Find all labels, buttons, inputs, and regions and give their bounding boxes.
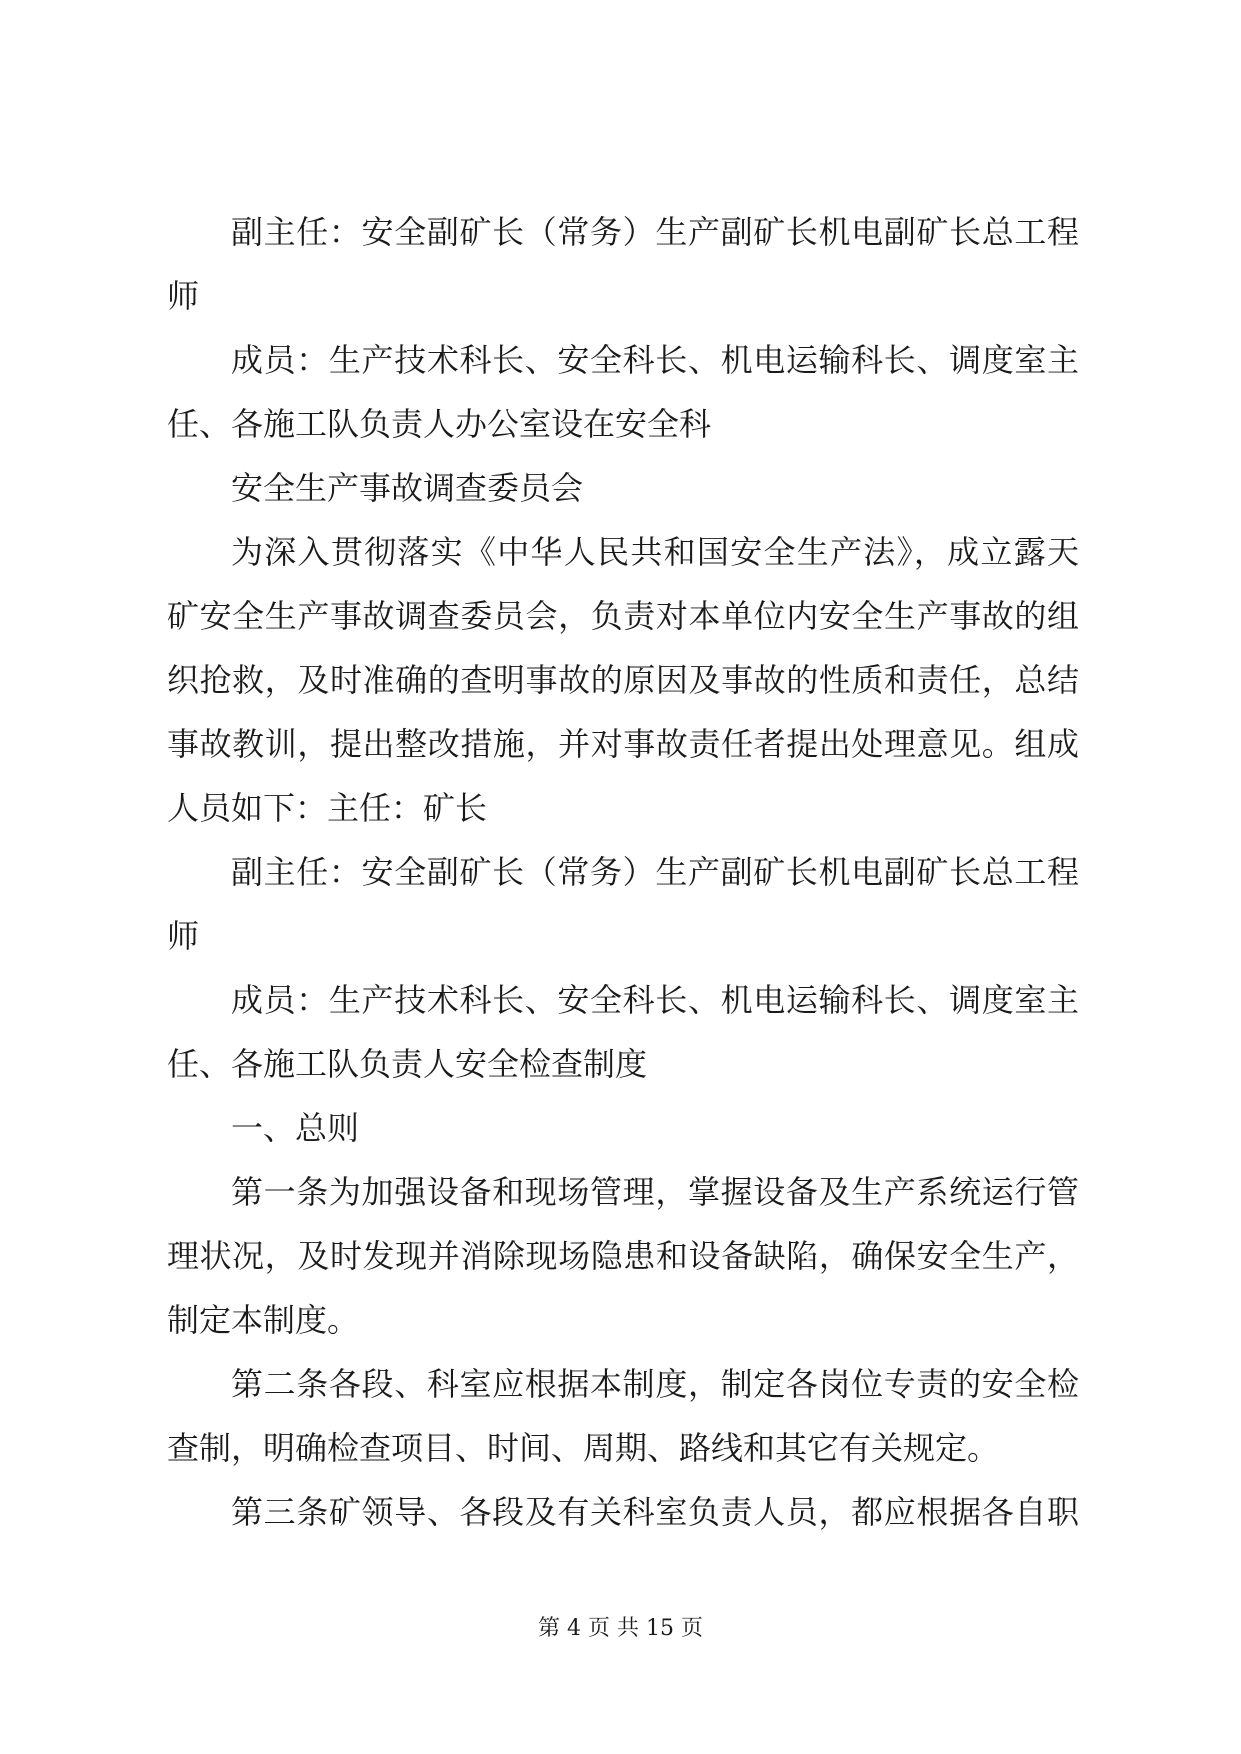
text-line: 第二条各段、科室应根据本制度，制定各岗位专责的安全检 — [231, 1365, 1079, 1403]
text-line: 织抢救，及时准确的查明事故的原因及事故的性质和责任，总结 — [167, 661, 1079, 699]
text-line: 师 — [167, 277, 200, 315]
text-line: 师 — [167, 917, 200, 955]
page-number: 第 4 页 共 15 页 — [538, 1616, 703, 1641]
text-line: 查制，明确检查项目、时间、周期、路线和其它有关规定。 — [167, 1429, 1000, 1467]
text-line: 任、各施工队负责人安全检查制度 — [167, 1045, 648, 1083]
document-body — [167, 200, 1079, 1544]
text-line: 成员：生产技术科长、安全科长、机电运输科长、调度室主 — [231, 981, 1079, 1019]
text-line: 事故教训，提出整改措施，并对事故责任者提出处理意见。组成 — [167, 725, 1079, 763]
text-line: 副主任：安全副矿长（常务）生产副矿长机电副矿长总工程 — [231, 213, 1079, 251]
text-line: 制定本制度。 — [167, 1301, 360, 1339]
section-heading: 一、总则 — [231, 1109, 360, 1147]
section-heading: 安全生产事故调查委员会 — [231, 469, 584, 507]
text-line: 矿安全生产事故调查委员会，负责对本单位内安全生产事故的组 — [167, 597, 1079, 635]
text-line: 理状况，及时发现并消除现场隐患和设备缺陷，确保安全生产， — [167, 1237, 1079, 1275]
text-line: 人员如下：主任：矿长 — [167, 789, 488, 827]
text-line: 第一条为加强设备和现场管理，掌握设备及生产系统运行管 — [231, 1173, 1079, 1211]
text-line: 第三条矿领导、各段及有关科室负责人员，都应根据各自职 — [231, 1493, 1079, 1531]
text-line: 为深入贯彻落实《中华人民共和国安全生产法》，成立露天 — [231, 533, 1079, 571]
text-line: 副主任：安全副矿长（常务）生产副矿长机电副矿长总工程 — [231, 853, 1079, 891]
text-line: 成员：生产技术科长、安全科长、机电运输科长、调度室主 — [231, 341, 1079, 379]
text-line: 任、各施工队负责人办公室设在安全科 — [167, 405, 712, 443]
